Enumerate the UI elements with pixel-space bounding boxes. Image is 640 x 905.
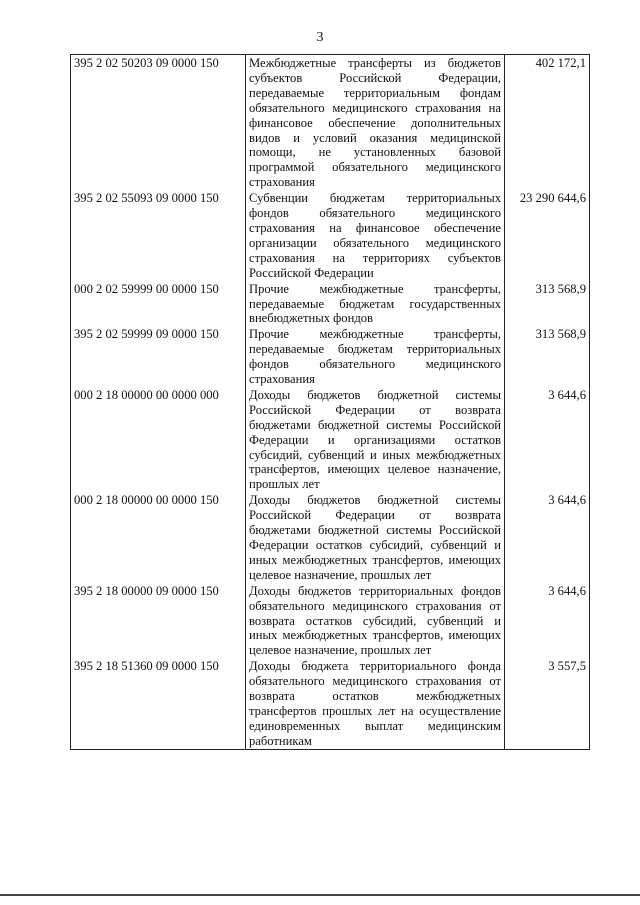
- page-bottom-divider: [0, 894, 640, 896]
- amount-cell: 313 568,9: [505, 326, 590, 387]
- table-row: [71, 583, 590, 659]
- table-row: [71, 190, 590, 280]
- description-cell: Доходы бюджета территориального фонда обязательного медицинского страхования от возврата остатков межбюджетных трансфертов прошлых лет на осуществление единовременных выплат медицинским работникам: [246, 658, 505, 749]
- description-cell: Прочие межбюджетные трансферты, передаваемые бюджетам государственных внебюджетных фондов: [246, 281, 505, 327]
- table-row: [71, 326, 590, 387]
- budget-code-cell: 000 2 02 59999 00 0000 150: [71, 281, 246, 327]
- page-number: 3: [316, 30, 324, 45]
- table-row: [71, 658, 590, 749]
- description-cell: Доходы бюджетов территориальных фондов обязательного медицинского страхования от возврата остатков субсидий, субвенций и иных межбюджетных трансфертов, имеющих целевое назначение, прошлых лет: [246, 583, 505, 659]
- description-cell: Доходы бюджетов бюджетной системы Российской Федерации от возврата бюджетами бюджетной системы Российской Федерации и организациями остатков субсидий, субвенций и иных межбюджетных трансфертов, имеющих целевое назначение, прошлых лет: [246, 387, 505, 492]
- amount-cell: 3 644,6: [505, 387, 590, 492]
- description-cell: Прочие межбюджетные трансферты, передаваемые бюджетам территориальных фондов обязательного медицинского страхования: [246, 326, 505, 387]
- table-row: [71, 387, 590, 492]
- budget-code-cell: 395 2 02 59999 09 0000 150: [71, 326, 246, 387]
- amount-cell: 3 644,6: [505, 583, 590, 659]
- budget-code-cell: 395 2 02 50203 09 0000 150: [71, 55, 246, 191]
- budget-code-cell: 000 2 18 00000 00 0000 150: [71, 492, 246, 582]
- table-row: [71, 55, 590, 191]
- budget-code-cell: 000 2 18 00000 00 0000 000: [71, 387, 246, 492]
- description-cell: Субвенции бюджетам территориальных фондов обязательного медицинского страхования на финансовое обеспечение организации обязательного медицинского страхования на территориях субъектов Российской Федерации: [246, 190, 505, 280]
- budget-code-cell: 395 2 02 55093 09 0000 150: [71, 190, 246, 280]
- budget-revenue-table: [70, 54, 590, 750]
- amount-cell: 3 644,6: [505, 492, 590, 582]
- table-row: [71, 281, 590, 327]
- amount-cell: 402 172,1: [505, 55, 590, 191]
- amount-cell: 313 568,9: [505, 281, 590, 327]
- amount-cell: 3 557,5: [505, 658, 590, 749]
- description-cell: Межбюджетные трансферты из бюджетов субъектов Российской Федерации, передаваемые территориальным фондам обязательного медицинского страхования на финансовое обеспечение дополнительных видов и условий оказания медицинской помощи, не установленных базовой программой обязательного медицинского страхования: [246, 55, 505, 191]
- description-cell: Доходы бюджетов бюджетной системы Российской Федерации от возврата бюджетами бюджетной системы Российской Федерации остатков субсидий, субвенций и иных межбюджетных трансфертов, имеющих целевое назначение, прошлых лет: [246, 492, 505, 582]
- budget-code-cell: 395 2 18 00000 09 0000 150: [71, 583, 246, 659]
- table-row: [71, 492, 590, 582]
- budget-code-cell: 395 2 18 51360 09 0000 150: [71, 658, 246, 749]
- amount-cell: 23 290 644,6: [505, 190, 590, 280]
